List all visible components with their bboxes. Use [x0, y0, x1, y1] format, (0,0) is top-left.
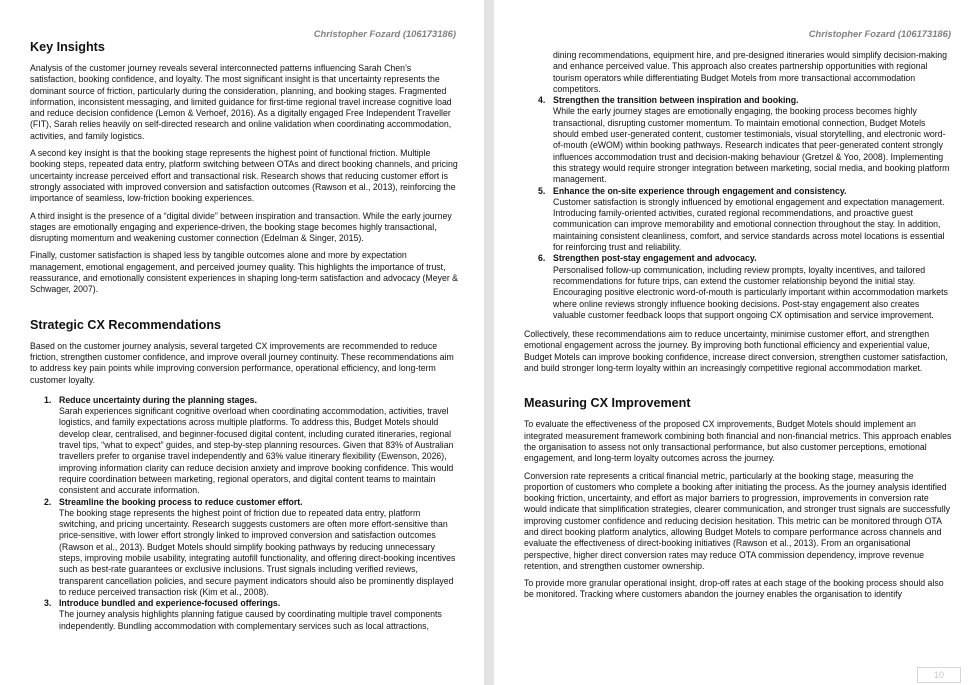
key-insights-paragraph-4: Finally, customer satisfaction is shaped less by tangible outcomes alone and more by expectation management, emotional engagement, and perceived journey quality. This highlights the importance of trust, reassurance, and emotionally consistent experiences in shaping long-term satisfaction and advocacy (Meyer & Schwager, 2007). [30, 250, 459, 295]
recommendation-number: 3. [44, 598, 52, 609]
key-insights-paragraph-3: A third insight is the presence of a “digital divide” between inspiration and transaction. While the early journey stages are emotionally engaging and experience-driven, the booking stage becomes highly transactional, disrupting momentum and weakening customer connection (Edelman & Singer, 2015). [30, 210, 452, 244]
key-insights-heading: Key Insights [30, 40, 105, 54]
recommendation-body: The booking stage represents the highest point of friction due to repeated data entry, platform switching, and pricing uncertainty. Research suggests customers are often more effort-sensitive than price-sensitive, with lower effort strongly linked to improved conversion and satisfaction outcomes (Rawson et al., 2013). Budget Motels should simplify booking pathways by reducing unnecessary steps, improving mobile usability, integrating autofill functionality, and offering direct-booking incentives such as best-rate guarantees or exclusive inclusions. Trust signals including verified reviews, transparent cancellation policies, and secure payment indicators should also be prominently displayed to reduce perceived transaction risk (Kim et al., 2008). [59, 507, 456, 597]
key-insights-paragraph-2: A second key insight is that the booking stage represents the highest point of functional friction. Multiple booking steps, repeated data entry, platform switching between OTAs and direct booking channels, and pricing uncertainty increase perceived effort and transactional risk. Research shows that reducing customer effort is strongly associated with improved conversion and satisfaction outcomes (Rawson et al., 2013), reinforcing the importance of seamless, low-friction booking experiences. [30, 148, 458, 204]
recommendation-title: Introduce bundled and experience-focused offerings. [59, 598, 281, 609]
document-page-right [494, 0, 979, 685]
measuring-cx-heading: Measuring CX Improvement [524, 396, 691, 411]
strategic-recommendations-heading: Strategic CX Recommendations [30, 317, 222, 332]
page-header-author: Christopher Fozard (106173186) [313, 28, 456, 39]
recommendations-list-left [30, 395, 458, 632]
recommendation-item-5 [524, 186, 953, 254]
recommendation-item-6 [524, 253, 953, 321]
recommendation-item-1 [30, 395, 458, 497]
recommendation-3-continuation: dining recommendations, equipment hire, and pre-designed itineraries would simplify decision-making and enhance perceived value. This approach also creates partnership opportunities with regional tourism operators while differentiating Budget Motels from more transactional accommodation competitors. [553, 50, 947, 94]
recommendation-number: 4. [538, 95, 546, 106]
recommendation-body: Sarah experiences significant cognitive overload when coordinating accommodation, activities, travel logistics, and family expectations across multiple platforms. To address this, Budget Motels should develop clear, centralised, and beginner-focused digital content, including curated itineraries, regional travel tips, “what to expect” guides, and step-by-step planning resources. Given that 83% of Australian travellers prefer to organise travel independently and 63% value itinerary flexibility (Ewenson, 2026), improving information clarity can reduce decision anxiety and improve booking confidence. This would require coordination between marketing, regional operators, and digital content teams to maintain consistent and accurate information. [59, 406, 454, 496]
measuring-paragraph-1: To evaluate the effectiveness of the proposed CX improvements, Budget Motels should implement an integrated measurement framework combining both financial and non-financial metrics. This approach enables the organisation to assess not only transactional performance, but also customer perceptions, emotional engagement, and long-term loyalty outcomes across the journey. [524, 419, 952, 464]
recommendation-number: 5. [538, 185, 546, 196]
key-insights-paragraph-1: Analysis of the customer journey reveals several interconnected patterns influencing Sarah Chen’s satisfaction, booking confidence, and loyalty. The most significant insight is that uncertainty represents the dominant source of friction, particularly during the consideration, planning, and booking stages. Fragmented information, inconsistent messaging, and limited guidance for first-time regional travel increase cognitive load and reduce decision confidence (Lemon & Verhoef, 2016). As a digitally engaged Free Independent Traveller (FIT), Sarah relies heavily on self-directed research and online validation when coordinating accommodation, activities, and family logistics. [30, 63, 452, 141]
recommendations-list-right [524, 95, 953, 321]
recommendation-number: 6. [538, 253, 546, 264]
document-page-left [0, 0, 484, 685]
recommendation-body: While the early journey stages are emotionally engaging, the booking process becomes highly transactional, disrupting customer momentum. To maintain emotional connection, Budget Motels should embed user-generated content, customer testimonials, visual storytelling, and electronic word-of-mouth (eWOM) within booking pathways. Research indicates that peer-generated content strongly influences accommodation trust and decision-making behaviour (Gretzel & Yoo, 2008). Implementing this strategy would require stronger integration between marketing, social media, and booking platform management. [553, 106, 950, 185]
recommendation-item-4 [524, 95, 953, 185]
measuring-paragraph-3: To provide more granular operational insight, drop-off rates at each stage of the booking process should also be monitored. Tracking where customers abandon the journey enables the organisation to identify [524, 578, 944, 600]
recommendations-summary-paragraph: Collectively, these recommendations aim to reduce uncertainty, minimise customer effort, and strengthen emotional engagement across the journey. By improving both functional efficiency and experiential value, Budget Motels can improve booking confidence, increase direct conversion, strengthen customer satisfaction, and build stronger long-term loyalty within an increasingly competitive regional accommodation market. [524, 329, 948, 374]
recommendation-number: 2. [44, 496, 52, 507]
recommendation-title: Enhance the on-site experience through engagement and consistency. [553, 185, 847, 196]
page-left-content [30, 40, 458, 632]
page-right-content [524, 50, 953, 607]
recommendation-body: The journey analysis highlights planning fatigue caused by coordinating multiple travel components independently. Bundling accommodation with complementary services such as local attractions, [59, 609, 442, 631]
recommendation-item-3 [30, 598, 458, 632]
page-number: 10 [917, 667, 961, 683]
recommendation-title: Strengthen post-stay engagement and advocacy. [553, 253, 757, 264]
measuring-paragraph-2: Conversion rate represents a critical financial metric, particularly at the booking stage, measuring the proportion of customers who complete a booking after initiating the process. As the journey analysis identified booking friction, uncertainty, and effort as major barriers to progression, improvements in conversion rate would indicate that simplification strategies, clearer communication, and stronger trust signals are successfully improving customer confidence and reducing decision hesitation. This metric can be monitored through OTA and direct booking platform analytics, allowing Budget Motels to compare performance across channels and evaluate the effectiveness of direct-booking initiatives (Rawson et al., 2013). From an organisational perspective, higher direct conversion rates may reduce OTA commission dependency, improve revenue retention, and strengthen customer ownership. [524, 470, 951, 571]
strategic-intro-paragraph: Based on the customer journey analysis, several targeted CX improvements are recommended to reduce friction, strengthen customer confidence, and improve overall journey continuity. These recommendations aim to address key pain points while improving conversion performance, operational efficiency, and long-term customer loyalty. [30, 340, 454, 385]
recommendation-title: Strengthen the transition between inspiration and booking. [553, 95, 799, 106]
recommendation-body: Customer satisfaction is strongly influenced by emotional engagement and expectation management. Introducing family-oriented activities, curated regional recommendations, and proactive guest communication can improve memorability and emotional connection throughout the stay. In addition, maintaining consistent cleanliness, comfort, and service standards across motel locations is essential for reinforcing trust and reliability. [553, 196, 945, 253]
recommendation-body: Personalised follow-up communication, including review prompts, loyalty incentives, and tailored recommendations for future trips, can extend the customer relationship beyond the initial stay. Encouraging positive electronic word-of-mouth is particularly important within accommodation markets where online reviews strongly influence booking decisions. Post-stay engagement also creates valuable customer feedback loops that support ongoing CX optimisation and service improvement. [553, 264, 948, 320]
recommendation-number: 1. [44, 394, 52, 405]
recommendation-title: Reduce uncertainty during the planning stages. [59, 394, 257, 405]
recommendation-item-2 [30, 497, 458, 599]
recommendation-title: Streamline the booking process to reduce customer effort. [59, 496, 303, 507]
page-header-author: Christopher Fozard (106173186) [808, 28, 951, 39]
